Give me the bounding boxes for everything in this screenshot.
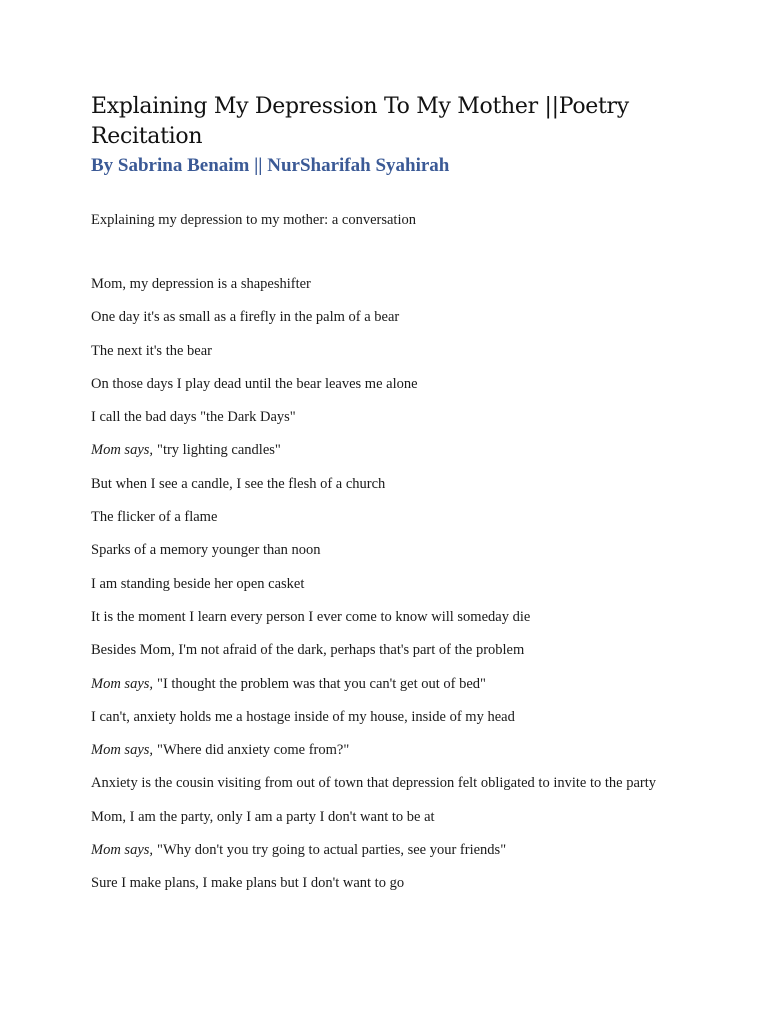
poem-line [91,840,731,860]
line-text: Mom, my depression is a shapeshifter [91,276,311,292]
line-text: Sparks of a memory younger than noon [91,542,321,559]
line-text: It is the moment I learn every person I ever come to know will someday die [91,608,531,625]
poem-line [91,740,731,760]
line-text: I am standing beside her open casket [91,575,305,592]
speaker-label: Mom says, [91,442,154,459]
line-text: The next it's the bear [91,342,212,359]
line-text: I can't, anxiety holds me a hostage inside of my house, inside of my head [91,708,515,725]
poem-line [91,407,731,427]
line-text: "try lighting candles" [157,442,281,459]
poem-line [91,807,731,827]
line-text: Anxiety is the cousin visiting from out of town that depression felt obligated to invite to the party [91,775,657,792]
line-text: Sure I make plans, I make plans but I don't want to go [91,875,405,892]
line-text: I call the bad days "the Dark Days" [91,409,296,426]
poem-line [91,274,731,294]
document-intro: Explaining my depression to my mother: a conversation [91,212,416,228]
poem-line [91,873,731,893]
poem-line [91,674,731,694]
line-text: The flicker of a flame [91,509,218,526]
poem-line [91,707,731,727]
document-page [91,92,731,907]
line-text: On those days I play dead until the bear leaves me alone [91,375,418,392]
poem-line [91,474,731,494]
speaker-label: Mom says, [91,842,154,859]
poem-line [91,341,731,361]
poem-line [91,507,731,527]
poem-line [91,607,731,627]
poem-line [91,773,731,793]
poem-line [91,440,731,460]
line-text: "Why don't you try going to actual parties, see your friends" [157,842,507,859]
poem-line [91,574,731,594]
line-text: Besides Mom, I'm not afraid of the dark, perhaps that's part of the problem [91,642,525,659]
document-subtitle: By Sabrina Benaim || NurSharifah Syahirah [91,155,450,176]
poem-line [91,374,731,394]
line-text: But when I see a candle, I see the flesh of a church [91,475,386,492]
poem-line [91,640,731,660]
poem-lines [91,274,731,893]
poem-line [91,540,731,560]
line-text: Mom, I am the party, only I am a party I don't want to be at [91,808,435,825]
speaker-label: Mom says, [91,742,154,759]
document-title: Explaining My Depression To My Mother ||Poetry Recitation [91,94,629,149]
speaker-label: Mom says, [91,675,154,692]
line-text: "I thought the problem was that you can't get out of bed" [157,675,486,692]
poem-line [91,307,731,327]
line-text: One day it's as small as a firefly in the palm of a bear [91,309,400,326]
line-text: "Where did anxiety come from?" [157,742,350,759]
